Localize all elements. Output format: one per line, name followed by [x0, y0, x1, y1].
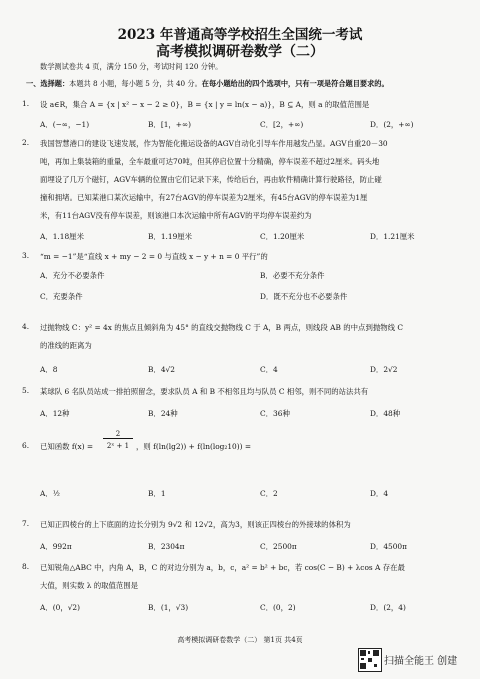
option-a: A．992π: [40, 542, 72, 551]
question-text: 的准线的距离为: [40, 341, 92, 350]
question-text: 过抛物线 C：y² = 4x 的焦点且倾斜角为 45° 的直线交抛物线 C 于 A，B 两点，则线段 AB 的中点到抛物线 C: [40, 323, 404, 332]
option-d: D．4: [370, 489, 389, 498]
option-c: C．36种: [260, 409, 290, 418]
option-a: A．8: [40, 365, 58, 374]
option-a: A．1.18厘米: [40, 232, 84, 241]
option-b: B．[1，+∞): [148, 120, 192, 129]
fraction-denominator: 2ˣ + 1: [106, 442, 130, 450]
scanner-watermark: 扫描全能王 创建: [384, 656, 458, 667]
option-b: B．2304π: [148, 542, 185, 551]
question-number: 5.: [22, 386, 30, 395]
option-b: B．24种: [148, 409, 178, 418]
question-text: 设 a∈R，集合 A = {x | x² − x − 2 ≥ 0}，B = {x | y = ln(x − a)}，B ⊆ A，则 a 的取值范围是: [40, 100, 370, 109]
option-c: C．2: [260, 489, 278, 498]
option-a: A．(0，√2): [40, 603, 80, 612]
option-b: B．1: [148, 489, 166, 498]
question-text: 某球队 6 名队员站成一排拍照留念，要求队员 A 和 B 不相邻且均与队员 C 相邻，则不同的站法共有: [40, 387, 369, 396]
option-b: B．(1，√3): [148, 603, 189, 612]
question-text: 已知锐角△ABC 中，内角 A，B，C 的对边分别为 a，b，c，a² = b² + bc，若 cos(C − B) + λcos A 存在最: [40, 563, 405, 572]
option-d: D．(2，4): [370, 603, 406, 612]
option-c: C．4: [260, 365, 278, 374]
question-number: 4.: [22, 322, 30, 331]
question-text: “m = −1”是“直线 x + my − 2 = 0 与直线 x − y + n = 0 平行”的: [40, 252, 268, 261]
option-c: C．[2，+∞): [260, 120, 304, 129]
section-instruction: 在每小题给出的四个选项中，只有一项是符合题目要求的。: [201, 79, 389, 88]
option-b: B．必要不充分条件: [260, 271, 325, 280]
option-a: A．充分不必要条件: [40, 271, 105, 280]
option-d: D．48种: [370, 409, 401, 418]
option-a: A．12种: [40, 409, 70, 418]
question-number: 3.: [22, 251, 30, 260]
question-number: 2.: [22, 138, 30, 147]
exam-title: 2023 年普通高等学校招生全国统一考试: [117, 27, 363, 43]
question-text: 已知函数 f(x) =: [40, 442, 94, 451]
option-a: A．(−∞，−1): [40, 120, 90, 129]
option-a: A．½: [40, 489, 60, 498]
fraction-numerator: 2: [103, 430, 133, 439]
option-d: D．1.21厘米: [370, 232, 415, 241]
question-number: 1.: [22, 99, 30, 108]
option-d: D．(2，+∞): [370, 120, 414, 129]
section-heading: [26, 79, 389, 89]
question-text: 我国智慧港口的建设飞速发展，作为智能化搬运设备的AGV自动化引导车作用越发凸显。AGV自重20－30: [40, 139, 388, 148]
question-text: ，则 f(ln(lg2)) + f(ln(log₂10)) =: [136, 442, 252, 451]
option-b: B．4√2: [148, 365, 175, 374]
question-text: 米，有11台AGV没有停车误差，则该港口本次运输中所有AGV的平均停车误差约为: [40, 211, 312, 220]
qr-code-icon: [358, 648, 382, 672]
exam-subtitle: 高考模拟调研卷数学（二）: [156, 44, 324, 60]
option-d: D．既不充分也不必要条件: [260, 292, 348, 301]
question-number: 7.: [22, 519, 30, 528]
question-number: 6.: [22, 441, 30, 450]
question-text: 已知正四棱台的上下底面的边长分别为 9√2 和 12√2，高为3，则该正四棱台的外接球的体积为: [40, 520, 351, 529]
option-b: B．1.19厘米: [148, 232, 193, 241]
question-text: 大值，则实数 λ 的取值范围是: [40, 581, 139, 590]
option-d: D．4500π: [370, 542, 407, 551]
option-c: C．(0，2): [260, 603, 296, 612]
exam-info: 数学测试卷共 4 页，满分 150 分，考试时间 120 分钟。: [40, 62, 223, 71]
option-d: D．2√2: [370, 365, 398, 374]
section-text: 本题共 8 小题，每小题 5 分，共 40 分。: [69, 79, 202, 88]
option-c: C．充要条件: [40, 292, 83, 301]
page-footer: 高考模拟调研卷数学（二） 第1页 共4页: [177, 636, 303, 644]
section-prefix: 一、: [26, 79, 41, 88]
question-text: 撞和拥堵。已知某港口某次运输中，有27台AGV的停车误差为2厘米，有45台AGV的停车误差为1厘: [40, 193, 368, 202]
option-c: C．2500π: [260, 542, 297, 551]
question-number: 8.: [22, 562, 30, 571]
question-text: 面埋设了几万个磁钉，AGV车辆的位置由它们记录下来，传给后台，再由软件精确计算行驶路径，防止碰: [40, 175, 382, 184]
option-c: C．1.20厘米: [260, 232, 305, 241]
question-text: 吨，再加上集装箱的重量，全车最重可达70吨，但其停启位置十分精确，停车误差不超过2厘米。码头地: [40, 157, 380, 166]
section-label: 选择题：: [40, 79, 70, 88]
